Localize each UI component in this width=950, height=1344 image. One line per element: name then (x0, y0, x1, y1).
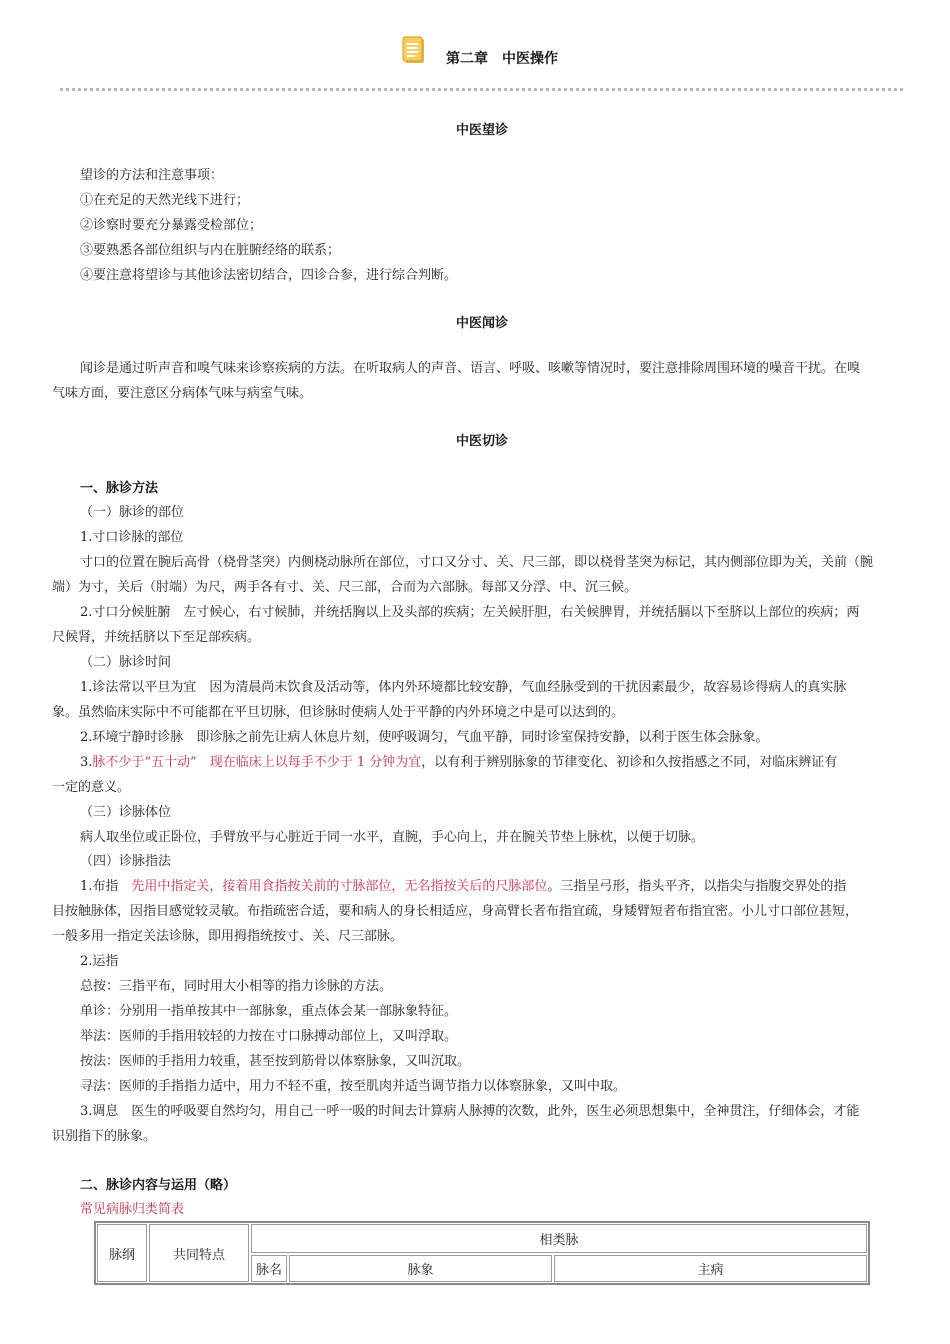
header-cell-name: 脉名 (251, 1255, 287, 1282)
pulse-classification-table (94, 1221, 870, 1285)
subsection-title: （四）诊脉指法 (80, 854, 172, 869)
header-cell-mai-gang: 脉纲 (97, 1224, 147, 1282)
highlighted-text: 脉不少于“五十动” 现在临床上以每手不少于 1 分钟为宜 (92, 755, 422, 770)
paragraph-line: 3.调息 医生的呼吸要自然均匀，用自己一呼一吸的时间去计算病人脉搏的次数，此外，医生必须思想集中，全神贯注，仔细体会，才能 (80, 1104, 860, 1119)
paragraph-line: 尺候肾，并统括脐以下至足部疾病。 (52, 630, 261, 645)
section-heading-wen: 中医闻诊 (455, 316, 508, 331)
wang-item: ①在充足的天然光线下进行； (80, 193, 250, 208)
technique-item: 按法：医师的手指用力较重，甚至按到筋骨以体察脉象，又叫沉取。 (80, 1054, 471, 1069)
highlighted-text: 先用中指定关，接着用食指按关前的寸脉部位，无名指按关后的尺脉部位 (131, 879, 548, 894)
wang-item: ②诊察时要充分暴露受检部位； (80, 218, 263, 233)
header-cell-image: 脉象 (289, 1255, 552, 1282)
header-cell-disease: 主病 (554, 1255, 867, 1282)
paragraph-line-highlight (80, 878, 846, 896)
document-icon (402, 36, 426, 64)
plain-text: 。三指呈弓形，指头平齐，以指尖与指腹交界处的指 (547, 879, 847, 894)
paragraph-line-highlight (80, 754, 837, 772)
paragraph-line: 2.寸口分候脏腑 左寸候心，右寸候肺，并统括胸以上及头部的疾病；左关候肝胆，右关候脾胃，并统括膈以下至脐以上部位的疾病；两 (80, 605, 860, 620)
wang-item: ③要熟悉各部位组织与内在脏腑经络的联系； (80, 243, 341, 258)
item-number: 3. (80, 755, 93, 770)
section-heading-qie: 中医切诊 (455, 434, 508, 449)
technique-item: 单诊：分别用一指单按其中一部脉象，重点体会某一部脉象特征。 (80, 1004, 458, 1019)
technique-item: 举法：医师的手指用较轻的力按在寸口脉搏动部位上，又叫浮取。 (80, 1029, 458, 1044)
header-cell-related: 相类脉 (251, 1224, 867, 1253)
plain-text: 1.布指 (80, 879, 132, 894)
paragraph-line: 目按触脉体，因指目感觉较灵敏。布指疏密合适，要和病人的身长相适应，身高臂长者布指宜疏，身矮臂短者布指宜密。小儿寸口部位甚短， (52, 904, 859, 919)
page-header (0, 30, 950, 80)
wang-intro: 望诊的方法和注意事项： (80, 168, 224, 183)
paragraph-line: 寸口的位置在腕后高骨（桡骨茎突）内侧桡动脉所在部位，寸口又分寸、关、尺三部，即以桡骨茎突为标记，其内侧部位即为关，关前（腕 (80, 555, 874, 570)
table-caption: 常见病脉归类简表 (80, 1202, 185, 1217)
technique-item: 寻法：医师的手指指力适中，用力不轻不重，按至肌肉并适当调节指力以体察脉象，又叫中取。 (80, 1079, 627, 1094)
part2-title: 二、脉诊内容与运用（略） (80, 1178, 237, 1193)
wen-paragraph-line: 闻诊是通过听声音和嗅气味来诊察疾病的方法。在听取病人的声音、语言、呼吸、咳嗽等情况时，要注意排除周围环境的噪音干扰。在嗅 (80, 361, 861, 376)
paragraph-line: 2.环境宁静时诊脉 即诊脉之前先让病人休息片刻，使呼吸调匀，气血平静，同时诊室保持安静，以利于医生体会脉象。 (80, 730, 769, 745)
paragraph-line: 识别指下的脉象。 (52, 1129, 157, 1144)
wen-paragraph-line: 气味方面，要注意区分病体气味与病室气味。 (52, 386, 313, 401)
header-divider (60, 88, 903, 91)
plain-text: ，以有利于辨别脉象的节律变化、初诊和久按指感之不同，对临床辨证有 (421, 755, 838, 770)
wang-item: ④要注意将望诊与其他诊法密切结合，四诊合参，进行综合判断。 (80, 268, 458, 283)
subsection-title: （三）诊脉体位 (80, 805, 172, 820)
header-cell-common: 共同特点 (149, 1224, 249, 1282)
section-heading-wang: 中医望诊 (455, 123, 508, 138)
technique-item: 总按：三指平布，同时用大小相等的指力诊脉的方法。 (80, 979, 393, 994)
paragraph-line: 病人取坐位或正卧位，手臂放平与心脏近于同一水平，直腕，手心向上，并在腕关节垫上脉枕，以便于切脉。 (80, 830, 705, 845)
paragraph-line: 端）为寸，关后（肘端）为尺，两手各有寸、关、尺三部，合而为六部脉。每部又分浮、中、沉三候。 (52, 580, 638, 595)
paragraph-line: 一定的意义。 (52, 780, 131, 795)
paragraph-title: 1.寸口诊脉的部位 (80, 530, 184, 545)
paragraph-line: 一般多用一指定关法诊脉，即用拇指统按寸、关、尺三部脉。 (52, 929, 404, 944)
chapter-title: 第二章 中医操作 (446, 51, 558, 67)
part1-title: 一、脉诊方法 (80, 481, 159, 496)
subsection-title: （二）脉诊时间 (80, 655, 172, 670)
paragraph-line: 象。虽然临床实际中不可能都在平旦切脉，但诊脉时使病人处于平静的内外环境之中是可以达到的。 (52, 705, 625, 720)
paragraph-line: 1.诊法常以平旦为宜 因为清晨尚未饮食及活动等，体内外环境都比较安静，气血经脉受到的干扰因素最少，故容易诊得病人的真实脉 (80, 680, 847, 695)
subsection-title: （一）脉诊的部位 (80, 505, 185, 520)
paragraph-title: 2.运指 (80, 954, 119, 969)
